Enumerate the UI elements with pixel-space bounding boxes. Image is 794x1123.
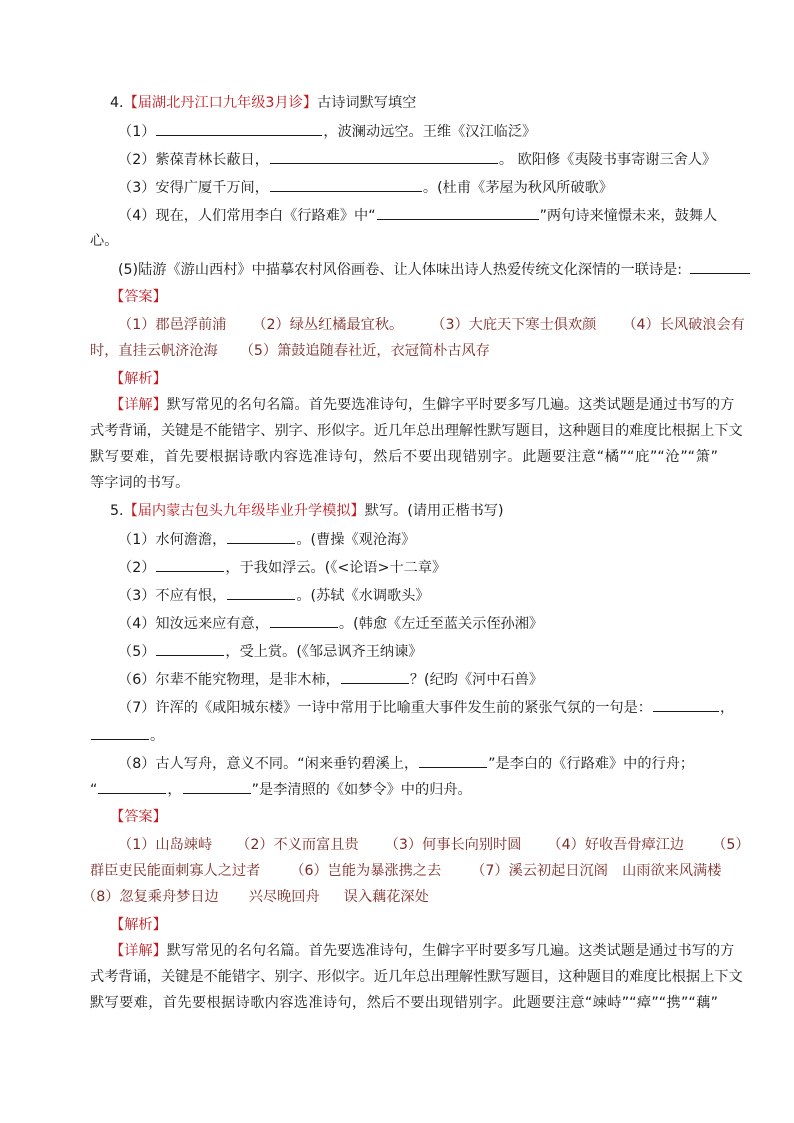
q5-item-2: （2） ，于我如浮云。(《<论语>十二章》 <box>118 556 446 579</box>
q4-analysis-line-4: 等字词的书写。 <box>90 475 190 491</box>
q5-item-1: （1）水何澹澹， 。(曹操《观沧海》 <box>118 528 415 551</box>
q5-answer-line-1: （1）山岛竦峙 （2）不义而富且贵 （3）何事长向别时圆 （4）好收吾骨瘴江边 （5） <box>118 837 750 853</box>
q5-item-8-cont: “ ， ”是李清照的《如梦令》中的归舟。 <box>90 778 472 801</box>
answer-blank <box>156 556 224 572</box>
q4-analysis-label: 【解析】 <box>110 371 167 387</box>
q4-answer-line-1: （1）郡邑浮前浦 （2）绿丛红橘最宜秋。 （3）大庇天下寒士俱欢颜 （4）长风破浪会有 <box>118 317 745 333</box>
q4-source: 【届湖北丹江口九年级3月诊】 <box>123 95 318 111</box>
answer-blank <box>690 258 750 274</box>
q5-item-4: （4）知汝远来应有意， 。(韩愈《左迁至蓝关示侄孙湘》 <box>118 612 543 635</box>
q5-item-5: （5） ，受上赏。(《邹忌讽齐王纳谏》 <box>118 640 422 663</box>
q5-item-3: （3）不应有恨， 。(苏轼《水调歌头》 <box>118 584 430 607</box>
q5-analysis-label: 【解析】 <box>110 917 167 933</box>
answer-blank <box>227 584 295 600</box>
q4-analysis-line-2: 式考背诵，关键是不能错字、别字、形似字。近几年总出理解性默写题目，这种题目的难度比根据上下文 <box>90 423 743 439</box>
q4-item-4-cont: 心。 <box>90 233 119 249</box>
q5-analysis-line-2: 式考背诵，关键是不能错字、别字、形似字。近几年总出理解性默写题目，这种题目的难度比根据上下文 <box>90 969 743 985</box>
answer-blank <box>270 148 498 164</box>
q5-answer-line-3: （8）忽复乘舟梦日边 兴尽晚回舟 误入藕花深处 <box>82 889 429 905</box>
q4-answer-label: 【答案】 <box>110 289 167 305</box>
q5-title: 默写。(请用正楷书写) <box>364 503 504 519</box>
q4-analysis-line-1: 【详解】默写常见的名句名篇。首先要选准诗句，生僻字平时要多写几遍。这类试题是通过书写的方 <box>110 397 735 413</box>
q5-header <box>110 500 504 522</box>
q4-item-1: （1） ，波澜动远空。王维《汉江临泛》 <box>118 120 536 143</box>
answer-blank <box>91 724 149 740</box>
answer-blank <box>653 696 719 712</box>
q4-analysis-line-3: 默写要难，首先要根据诗歌内容选准诗句，然后不要出现错别字。此题要注意“橘”“庇”“沧”“箫” <box>90 449 718 465</box>
q5-item-7-cont: 。 <box>90 724 164 747</box>
q4-header <box>110 92 416 114</box>
answer-blank <box>419 752 487 768</box>
q5-number: 5. <box>110 503 124 519</box>
q4-number: 4. <box>110 95 124 111</box>
q5-source: 【届内蒙古包头九年级毕业升学模拟】 <box>123 503 365 519</box>
answer-blank <box>270 176 422 192</box>
q5-analysis-line-1: 【详解】默写常见的名句名篇。首先要选准诗句，生僻字平时要多写几遍。这类试题是通过书写的方 <box>110 943 735 959</box>
answer-blank <box>341 668 409 684</box>
answer-blank <box>98 778 166 794</box>
q4-item-2: （2）紫葆青林长蔽日， 。 欧阳修《夷陵书事寄谢三舍人》 <box>118 148 716 171</box>
answer-blank <box>156 640 224 656</box>
answer-blank <box>183 778 251 794</box>
q5-item-6: （6）尔辈不能究物理，是非木柿， ？(纪昀《河中石兽》 <box>118 668 543 691</box>
q4-item-5: (5)陆游《游山西村》中描摹农村风俗画卷、让人体味出诗人热爱传统文化深情的一联诗是: <box>118 258 751 281</box>
answer-blank <box>377 204 539 220</box>
answer-blank <box>270 612 338 628</box>
q4-item-3: （3）安得广厦千万间， 。(杜甫《茅屋为秋风所破歌》 <box>118 176 613 199</box>
q5-item-8: （8）古人写舟，意义不同。“闲来垂钓碧溪上， ”是李白的《行路难》中的行舟； <box>118 752 694 775</box>
q5-item-7: （7）许浑的《咸阳城东楼》一诗中常用于比喻重大事件发生前的紧张气氛的一句是： ， <box>118 696 734 719</box>
q4-answer-line-2: 时，直挂云帆济沧海 （5）箫鼓追随春社近，衣冠简朴古风存 <box>90 343 490 359</box>
q5-answer-label: 【答案】 <box>110 809 167 825</box>
q4-title: 古诗词默写填空 <box>317 95 417 111</box>
q5-analysis-line-3: 默写要难，首先要根据诗歌内容选准诗句，然后不要出现错别字。此题要注意“竦峙”“瘴”“携”“藕” <box>90 995 718 1011</box>
q5-answer-line-2: 群臣吏民能面刺寡人之过者 （6）岂能为暴涨携之去 （7）溪云初起日沉阁 山雨欲来风满楼 <box>90 863 722 879</box>
answer-blank <box>227 528 295 544</box>
q4-item-4: （4）现在，人们常用李白《行路难》中“ ”两句诗来憧憬未来，鼓舞人 <box>118 204 717 227</box>
answer-blank <box>156 120 322 136</box>
